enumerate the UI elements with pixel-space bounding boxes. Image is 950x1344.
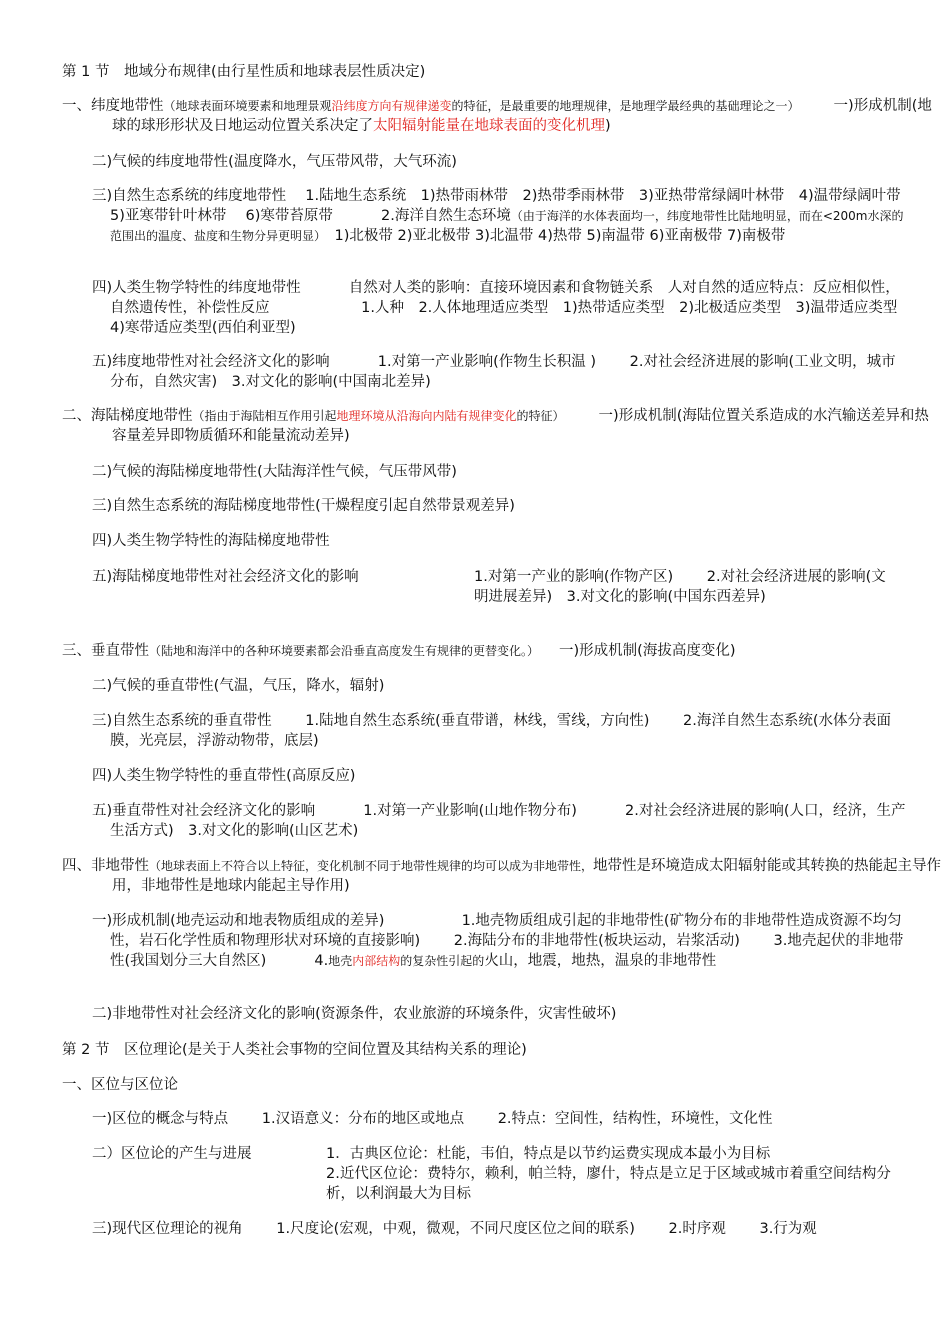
land-sea-human-biology: 四)人类生物学特性的海陆梯度地带性 [92, 533, 330, 549]
land-sea-mechanism: 一)形成机制(海陆位置关系造成的水汽输送差异和热容量差异即物质循环和能量流动差异) [112, 408, 929, 444]
vertical-human-biology: 四)人类生物学特性的垂直带性(高原反应) [92, 768, 356, 784]
azonality-text: 地带性是环境造成太阳辐射能或其转换的热能起主导作用，非地带性是地球内能起主导作用) [112, 858, 942, 894]
contemporary-perspectives: 三)现代区位理论的视角 1.尺度论(宏观，中观，微观，不同尺度区位之间的联系) 2.时序观 3.行为观 [92, 1221, 817, 1237]
latitudinal-socioeconomic: 五)纬度地带性对社会经济文化的影响 1.对第一产业影响(作物生长积温 ) 2.对社会经济进展的影响(工业文明，城市分布，自然灾害) 3.对文化的影响(中国南北差异) [92, 354, 896, 390]
azonality-note: （地球表面上不符合以上特征，变化机制不同于地带性规律的均可以成为非地带性， [149, 859, 594, 873]
location-theory-heading: 一、区位与区位论 [62, 1077, 178, 1093]
vertical-socioeconomic: 五)垂直带性对社会经济文化的影响 1.对第一产业影响(山地作物分布) 2.对社会经济进展的影响(人口，经济，生产生活方式) 3.对文化的影响(山区艺术) [92, 803, 906, 839]
section-1-title: 第 1 节 地域分布规律(由行星性质和地球表层性质决定) [62, 64, 426, 80]
classical-location-theory: 1．古典区位论：杜能，韦伯，特点是以节约运费实现成本最小为目标 [326, 1146, 771, 1162]
latitudinal-ecosystem: 三)自然生态系统的纬度地带性 1.陆地生态系统 1)热带雨林带 2)热带季雨林带 3)亚热带常绿阔叶林带 4)温带绿阔叶带 5)亚寒带针叶林带 6)寒带苔原带 2.海洋自然生态环境（由于海洋的水体表面均一，纬度地带性比陆地明显，而在<200m水深的范围出的温度、盐度和生物分异更明显） 1)北极带 2)亚北极带 3)北温带 4)热带 5)南温带 6)亚南极带 7)南极带 [92, 188, 916, 244]
latitudinal-human-biology: 四)人类生物学特性的纬度地带性 自然对人类的影响：直接环境因素和食物链关系 人对自然的适应特点：反应相似性，自然遗传性，补偿性反应 1.人种 2.人体地理适应类型 1)热带适应类型 2)北极适应类型 3)温带适应类型 4)寒带适应类型(西伯利亚型) [92, 280, 912, 336]
vertical-zonality-block [62, 641, 892, 661]
latitudinal-zonality-block [62, 96, 942, 136]
azonality-mechanism: 一)形成机制(地壳运动和地表物质组成的差异) 1.地壳物质组成引起的非地带性(矿物分布的非地带性造成资源不均匀性，岩石化学性质和物理形状对环境的直接影响) 2.海陆分布的非地带性(板块运动，岩浆活动) 3.地壳起伏的非地带性(我国划分三大自然区) 4.地壳内部结构的复杂性引起的火山，地震，地热，温泉的非地带性 [92, 913, 904, 969]
land-sea-note: （指由于海陆相互作用引起地理环境从沿海向内陆有规律变化的特征） [192, 409, 565, 423]
land-sea-heading: 二、海陆梯度地带性 [62, 408, 193, 424]
vertical-heading: 三、垂直带性 [62, 643, 149, 659]
mechanism-highlight: 太阳辐射能量在地球表面的变化机理 [373, 118, 605, 134]
location-theory-evolution-label: 二）区位论的产生与进展 [92, 1146, 252, 1162]
azonality-block [62, 856, 942, 896]
ocean-ecosystem-note: （由于海洋的水体表面均一，纬度地带性比陆地明显，而在<200m水深的范围出的温度、盐度和生物分异更明显） [110, 209, 904, 243]
inner-structure-highlight: 内部结构 [352, 954, 401, 968]
vertical-ecosystem: 三)自然生态系统的垂直带性 1.陆地自然生态系统(垂直带谱，林线，雪线，方向性) 2.海洋自然生态系统(水体分表面膜，光亮层，浮游动物带，底层) [92, 713, 892, 749]
vertical-climate: 二)气候的垂直带性(气温，气压，降水，辐射) [92, 678, 385, 694]
land-sea-zonality-block [62, 406, 942, 446]
modern-location-theory: 2.近代区位论：费特尔，赖利，帕兰特，廖什，特点是立足于区域或城市着重空间结构分析，以利润最大为目标 [326, 1166, 891, 1202]
azonality-socioeconomic: 二)非地带性对社会经济文化的影响(资源条件，农业旅游的环境条件，灾害性破坏) [92, 1006, 617, 1022]
azonality-note-inner: 地壳内部结构的复杂性引起的 [328, 954, 485, 968]
section-2-title: 第 2 节 区位理论(是关于人类社会事物的空间位置及其结构关系的理论) [62, 1042, 527, 1058]
latitudinal-note-highlight: 沿纬度方向有规律递变 [331, 99, 452, 113]
land-sea-note-highlight: 地理环境从沿海向内陆有规律变化 [336, 409, 517, 423]
azonality-heading: 四、非地带性 [62, 858, 149, 874]
latitudinal-heading: 一、纬度地带性 [62, 98, 164, 114]
latitudinal-mechanism: 一)形成机制(地球的球形形状及日地运动位置关系决定了太阳辐射能量在地球表面的变化机理) [112, 98, 932, 134]
land-sea-socioeconomic-detail: 1.对第一产业的影响(作物产区) 2.对社会经济进展的影响(文明进展差异) 3.对文化的影响(中国东西差异) [474, 569, 886, 605]
land-sea-socioeconomic-label: 五)海陆梯度地带性对社会经济文化的影响 [92, 569, 359, 585]
latitudinal-note: （地球表面环境要素和地理景观沿纬度方向有规律递变的特征，是最重要的地理规律，是地理学最经典的基础理论之一） [163, 99, 800, 113]
land-sea-climate: 二)气候的海陆梯度地带性(大陆海洋性气候，气压带风带) [92, 464, 457, 480]
location-concept: 一)区位的概念与特点 1.汉语意义：分布的地区或地点 2.特点：空间性，结构性，环境性，文化性 [92, 1111, 773, 1127]
vertical-mechanism: 一)形成机制(海拔高度变化) [559, 643, 736, 659]
latitudinal-climate: 二)气候的纬度地带性(温度降水，气压带风带，大气环流) [92, 154, 457, 170]
land-sea-ecosystem: 三)自然生态系统的海陆梯度地带性(干燥程度引起自然带景观差异) [92, 498, 515, 514]
vertical-note: （陆地和海洋中的各种环境要素都会沿垂直高度发生有规律的更替变化。） [149, 644, 540, 658]
